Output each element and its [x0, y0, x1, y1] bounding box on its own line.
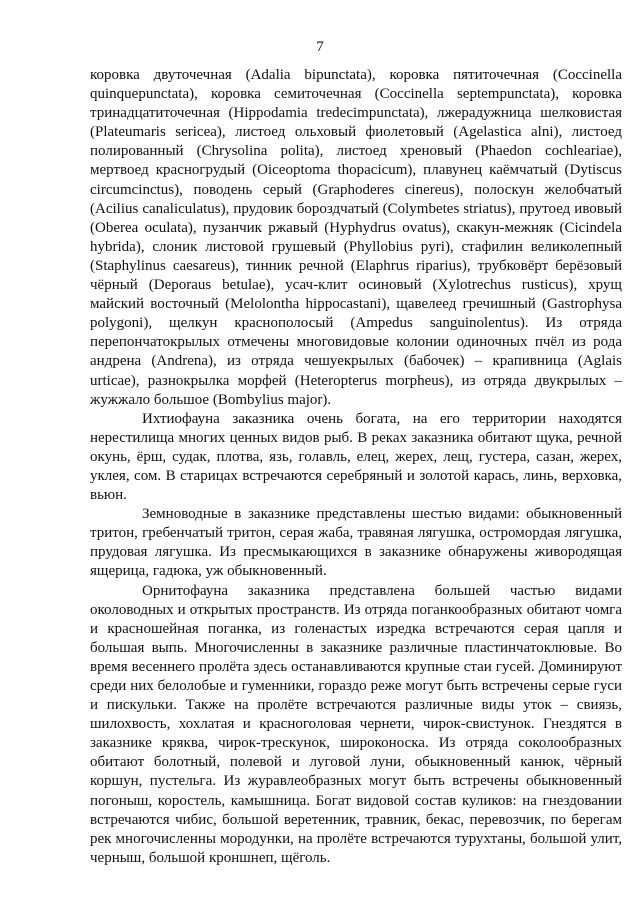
paragraph-ornithofauna: Орнитофауна заказника представлена большей частью видами околоводных и открытых пространств. Из отряда поганкообразных обитают чомга и красношейная поганка, из голенастых изредка встречаются серая цапля и большая выпь. Многочисленны в заказнике различные пластинчатоклювые. Во время весеннего пролёта здесь останавливаются крупные стаи гусей. Доминируют среди них белолобые и гуменники, гораздо реже могут быть встречены серые гуси и пискульки. Также на пролёте встречаются различные виды уток – свиязь, шилохвость, хохлатая и красноголовая чернети, чирок-свистунок. Гнездятся в заказнике кряква, чирок-трескунок, широконоска. Из отряда соколообразных обитают болотный, полевой и луговой луни, обыкновенный канюк, чёрный коршун, пустельга. Из журавлеобразных могут быть встречены обыкновенный погоныш, коростель, камышница. Богат видовой состав куликов: на гнездовании встречаются чибис, большой веретенник, травник, бекас, перевозчик, по берегам рек многочисленны мородунки, на пролёте встречаются турухтаны, большой улит, черныш, большой кроншнеп, щёголь.: [90, 582, 622, 866]
paragraph-insects: коровка двуточечная (Adalia bipunctata), коровка пятиточечная (Coccinella quinquepunctata), коровка семиточечная (Coccinella septempunctata), коровка тринадцатиточечная (Hippodamia tredecimpunctata), лжерадужница шелковистая (Plateumaris sericea), листоед ольховый фиолетовый (Agelastica alni), листоед полированный (Chrysolina polita), листоед хреновый (Phaedon cochleariae), мертвоед красногрудый (Oiceoptoma thopacicum), плавунец каёмчатый (Dytiscus circumcinctus), поводень серый (Graphoderes cinereus), полоскун желобчатый (Acilius canaliculatus), прудовик бороздчатый (Colymbetes striatus), прутоед ивовый (Oberea oculata), пузанчик ржавый (Hyphydrus ovatus), скакун-межняк (Cicindela hybrida), слоник листовой грушевый (Phyllobius pyri), стафилин великолепный (Staphylinus caesareus), тинник речной (Elaphrus riparius), трубковёрт берёзовый чёрный (Deporaus betulae), усач-клит осиновый (Xylotrechus rusticus), хрущ майский восточный (Melolontha hippocastani), щавелеед гречишный (Gastrophysa polygoni), щелкун краснополосый (Ampedus sanguinolentus). Из отряда перепончатокрылых отмечены многовидовые колонии одиночных пчёл из рода андрена (Andrena), из отряда чешуекрылых (бабочек) – крапивница (Aglais urticae), разнокрылка морфей (Heteropterus morpheus), из отряда двукрылых – жужжало большое (Bombylius major).: [90, 67, 622, 408]
page-number: 7: [316, 39, 324, 55]
paragraph-ichthyofauna: Ихтиофауна заказника очень богата, на его территории находятся нерестилища многих ценных видов рыб. В реках заказника обитают щука, речной окунь, ёрш, судак, плотва, язь, голавль, елец, жерех, лещ, густера, сазан, жерех, уклея, сом. В старицах встречаются серебряный и золотой карась, линь, верховка, вьюн.: [90, 410, 622, 504]
page-body: [90, 66, 622, 868]
paragraph-amphibians-reptiles: Земноводные в заказнике представлены шестью видами: обыкновенный тритон, гребенчатый тритон, серая жаба, травяная лягушка, остромордая лягушка, прудовая лягушка. Из пресмыкающихся в заказнике обнаружены живородящая ящерица, гадюка, уж обыкновенный.: [90, 506, 622, 580]
